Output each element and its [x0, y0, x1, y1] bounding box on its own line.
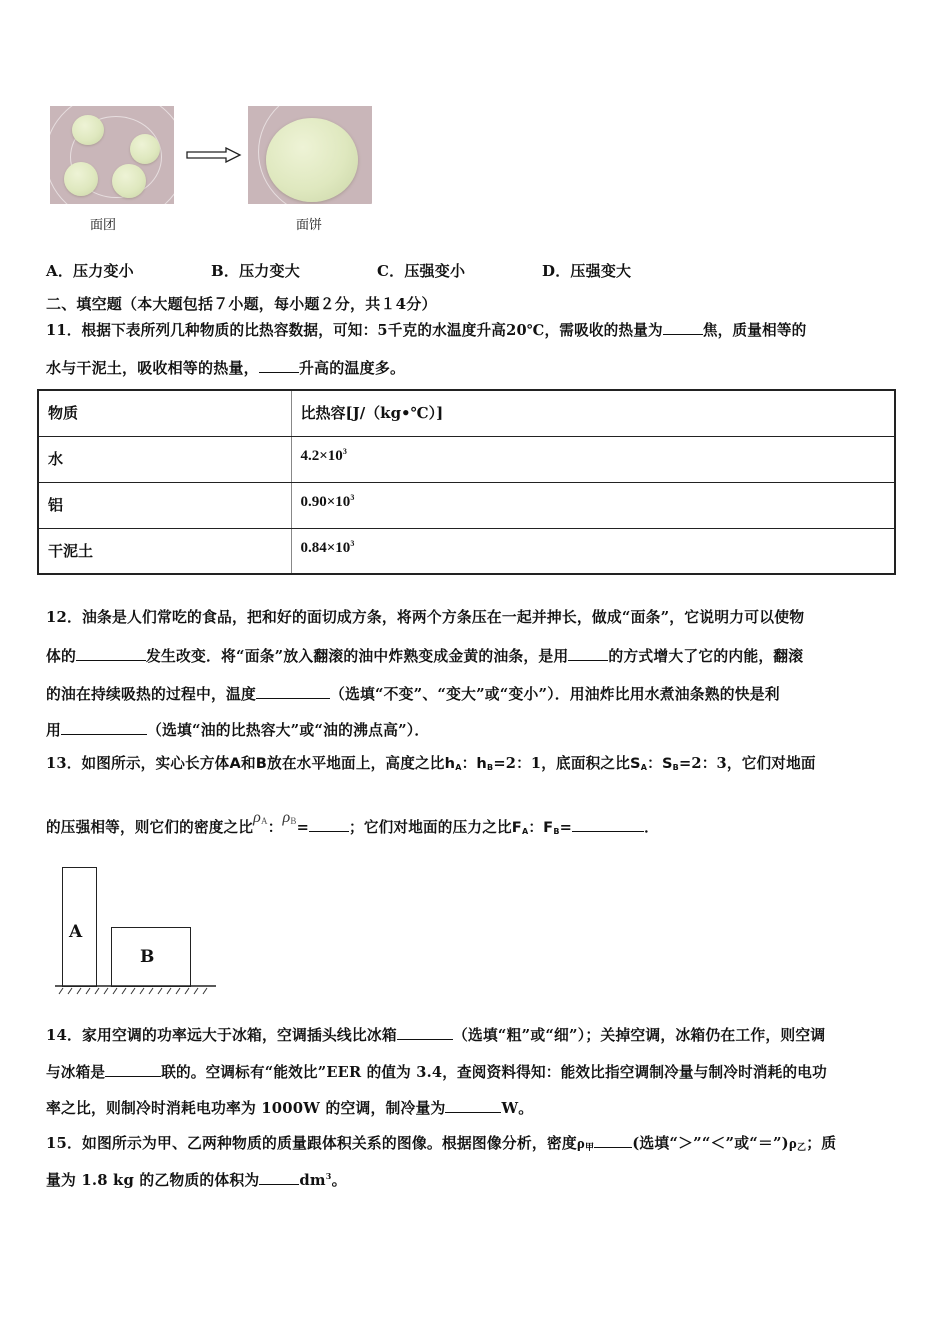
q14-blank-connection[interactable] — [105, 1062, 161, 1077]
q12-blank-shape[interactable] — [76, 646, 146, 661]
ground-hatch-icon — [55, 985, 217, 997]
q12-line2: 体的 发生改变．将“面条”放入翻滚的油中炸熟变成金黄的油条，是用 的方式增大了它的内能，翻滚 — [46, 648, 804, 665]
header-substance: 物质 — [38, 390, 291, 436]
q14-line1: 14．家用空调的功率远大于冰箱，空调插头线比冰箱 （选填“粗”或“细”）；关掉空调，冰箱仍在工作，则空调 — [46, 1027, 826, 1044]
table-row: 干泥土 $0.84\times 10^3$ — [38, 528, 895, 574]
dough-disc-caption: 面饼 — [296, 218, 323, 233]
q11-blank-heat[interactable] — [663, 320, 703, 335]
q12-blank-temperature[interactable] — [256, 684, 330, 699]
option-b: B．压力变大 — [211, 262, 300, 280]
q11-line2: 水与干泥土，吸收相等的热量， 升高的温度多。 — [46, 359, 406, 377]
q12-line4: 用 （选填“油的比热容大”或“油的沸点高”）． — [46, 722, 430, 739]
block-b-label: B — [140, 947, 155, 967]
q15-line1: 15．如图所示为甲、乙两种物质的质量跟体积关系的图像。根据图像分析，密度$\rho_甲$ (选填“＞”“＜”或“$=”)\rho_乙$；质 — [46, 1135, 837, 1153]
q15-blank-compare[interactable] — [594, 1133, 632, 1148]
q14-blank-cooling[interactable] — [445, 1098, 501, 1113]
header-specific-heat: 比热容[J/（kg•℃）] — [291, 390, 895, 436]
q13-line1: 13．如图所示，实心长方体A和B放在水平地面上，高度之比$h_A$：$h_B=2$：1，底面积之比$S_A$：$S_B=2$：3，它们对地面 — [46, 755, 816, 772]
q12-line3: 的油在持续吸热的过程中，温度 （选填“不变”、“变大”或“变小”）．用油炸比用水煮油条熟的快是利 — [46, 686, 780, 703]
q12-blank-reason[interactable] — [61, 720, 147, 735]
specific-heat-table — [37, 389, 896, 575]
q12-line1: 12．油条是人们常吃的食品，把和好的面切成方条，将两个方条压在一起并抻长，做成“面条”，它说明力可以使物 — [46, 609, 805, 626]
table-header-row — [38, 390, 895, 436]
q15-line2: 量为 1.8 kg 的乙物质的体积为 $dm^3$。 — [46, 1171, 347, 1189]
section-heading: 二、填空题（本大题包括７小题，每小题２分，共１4分） — [46, 295, 437, 313]
q15-blank-volume[interactable] — [259, 1170, 299, 1185]
q12-blank-method[interactable] — [568, 646, 608, 661]
option-d: D．压强变大 — [542, 262, 632, 280]
dough-balls-photo — [50, 106, 174, 204]
q14-blank-thickness[interactable] — [397, 1025, 453, 1040]
q14-line3: 率之比，则制冷时消耗电功率为 1000W 的空调，制冷量为 W。 — [46, 1100, 534, 1117]
rho-a-symbol: $\rho_A$ — [253, 809, 268, 826]
q13-blank-force-ratio[interactable] — [572, 817, 644, 832]
table-row: 水 $4.2\times 10^3$ — [38, 436, 895, 482]
right-arrow-icon — [186, 147, 242, 163]
rho-b-symbol: $\rho_B$ — [282, 809, 297, 826]
block-a-label: A — [69, 922, 83, 942]
q13-blank-density-ratio[interactable] — [309, 817, 349, 832]
q14-line2: 与冰箱是 联的。空调标有“能效比”EER 的值为 3.4，查阅资料得知：能效比指空调制冷量与制冷时消耗的电功 — [46, 1064, 827, 1081]
dough-disc-photo — [248, 106, 372, 204]
q11-blank-substance[interactable] — [259, 358, 299, 373]
q13-line2: 的压强相等，则它们的密度之比$\rho_A$：$\rho_B=$ ；它们对地面的压力之比$F_A$：$F_B=$ ． — [46, 809, 659, 836]
option-c: C．压强变小 — [377, 262, 466, 280]
dough-balls-caption: 面团 — [90, 218, 117, 233]
option-a: A．压力变小 — [46, 262, 134, 280]
table-row: 铝 $0.90\times 10^3$ — [38, 482, 895, 528]
q11-line1: 11．根据下表所列几种物质的比热容数据，可知：5千克的水温度升高20℃，需吸收的热量为 焦，质量相等的 — [46, 322, 807, 339]
